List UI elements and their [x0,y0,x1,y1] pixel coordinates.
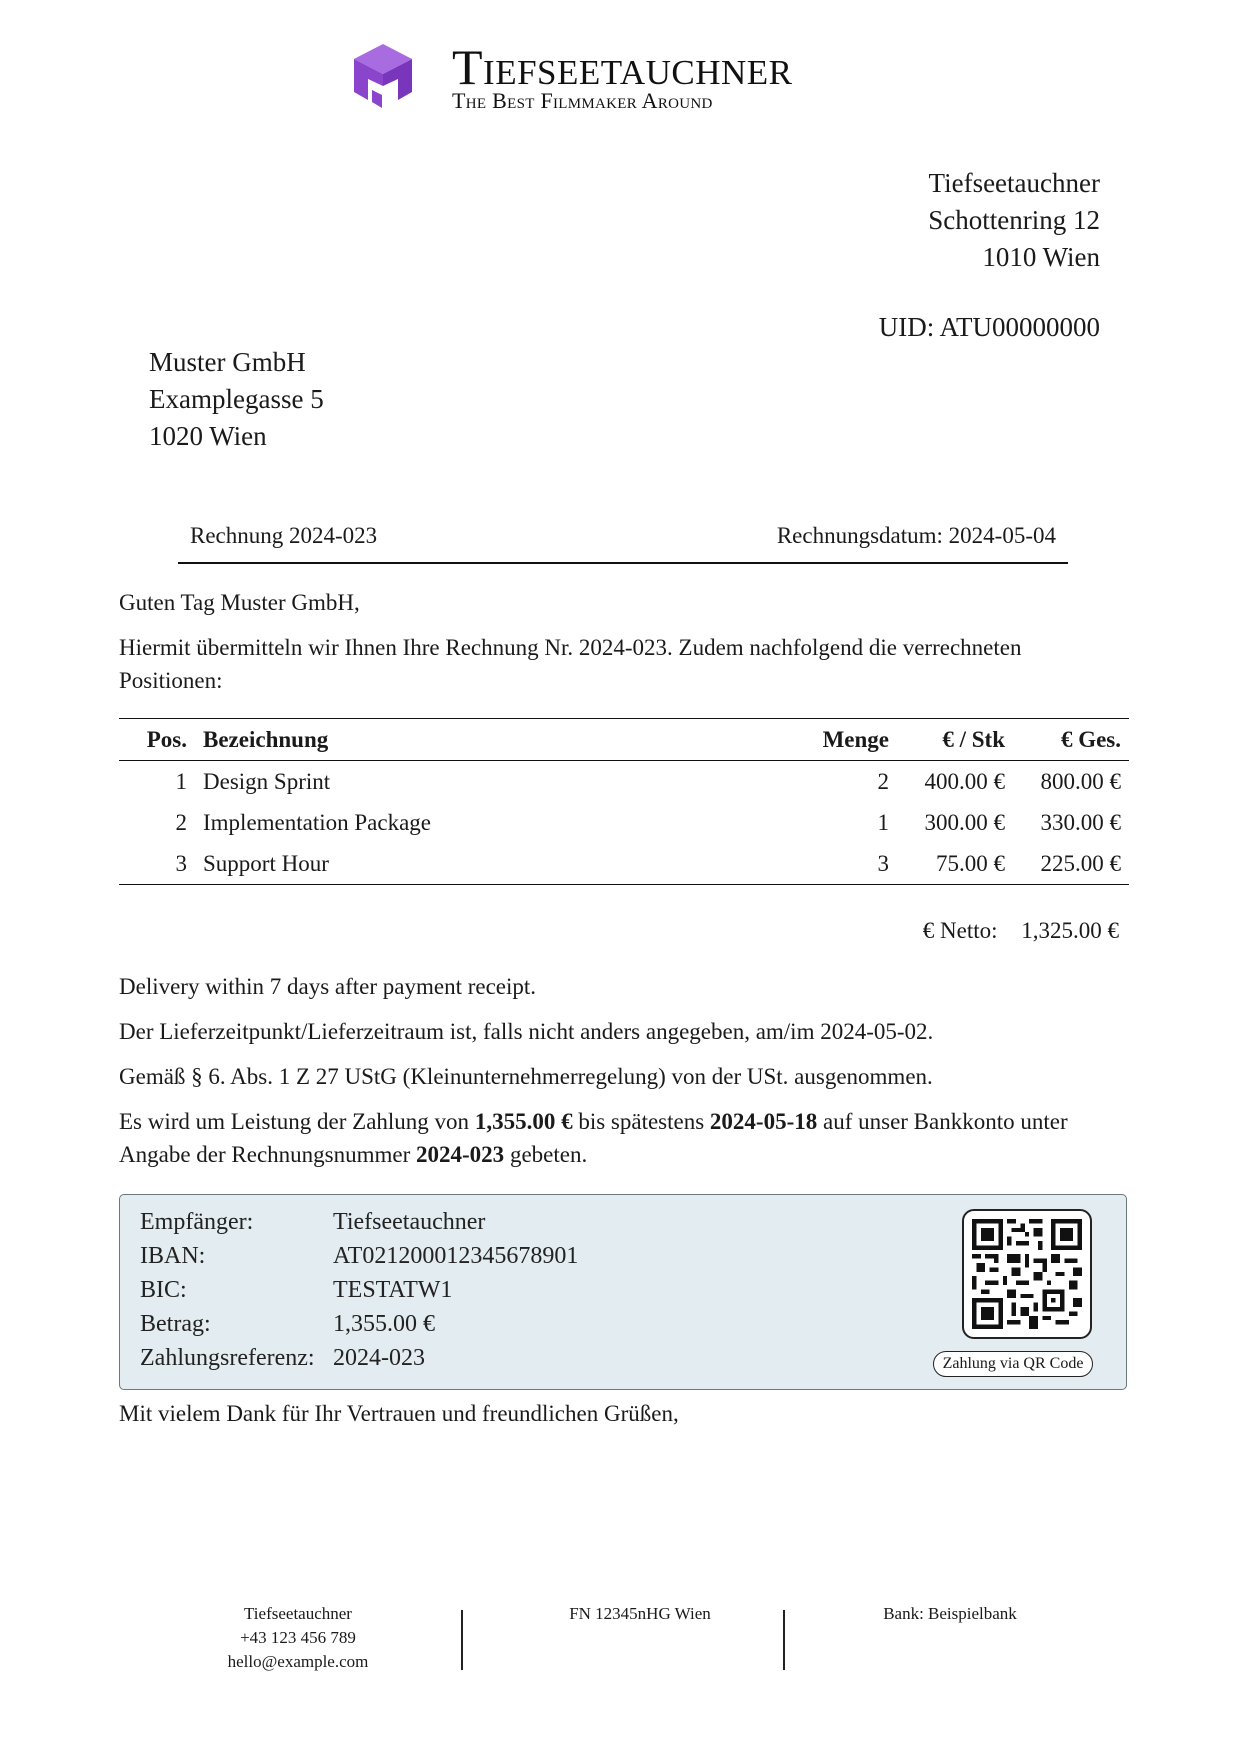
footer-bank-name: Bank: Beispielbank [883,1604,1017,1623]
qr-code-icon [972,1219,1082,1329]
label-recipient: Empfänger: [140,1209,254,1235]
recipient-city: 1020 Wien [149,421,267,451]
footer-email: hello@example.com [227,1652,369,1671]
payment-details-box [119,1194,1127,1390]
label-iban: IBAN: [140,1243,206,1269]
closing-text: Mit vielem Dank für Ihr Vertrauen und freundlichen Grüßen, [119,1401,679,1426]
footer-divider [461,1610,463,1670]
recipient-street: Examplegasse 5 [149,384,324,414]
header-pos: Pos. [119,719,195,761]
invoice-number: Rechnung 2024-023 [190,523,378,548]
row-total: 225.00 € [1013,843,1129,885]
row-desc: Support Hour [195,843,791,885]
table-row [119,802,1129,843]
netto-label: € Netto: [922,918,998,943]
table-row [119,761,1129,803]
footer-phone: +43 123 456 789 [240,1628,356,1647]
company-logo-icon [352,42,414,110]
row-total: 800.00 € [1040,768,1121,794]
value-amount: 1,355.00 € [333,1311,435,1337]
footer-registry [510,1602,770,1626]
greeting: Guten Tag Muster GmbH, [119,590,360,615]
row-pos: 1 [175,768,187,794]
netto-row [923,918,1119,944]
payment-text-pre: Es wird um Leistung der Zahlung von [119,1109,475,1134]
sender-uid: UID: ATU00000000 [878,312,1100,342]
value-iban: AT021200012345678901 [333,1243,579,1269]
footer-bank [840,1602,1060,1626]
intro-text: Hiermit übermitteln wir Ihnen Ihre Rechnung Nr. 2024-023. Zudem nachfolgend die verrechneten Positionen: [119,635,1022,693]
label-reference: Zahlungsreferenz: [140,1345,315,1371]
recipient-name: Muster GmbH [149,347,306,377]
header-total: € Ges. [1013,719,1129,761]
label-amount: Betrag: [140,1311,211,1337]
payment-text-post: gebeten. [504,1142,588,1167]
delivery-time-note: Der Lieferzeitpunkt/Lieferzeitraum ist, falls nicht anders angegeben, am/im 2024-05-02. [119,1019,934,1044]
payment-reference: 2024-023 [416,1142,505,1167]
payment-amount: 1,355.00 € [474,1109,573,1134]
footer-divider [783,1610,785,1670]
row-qty: 2 [877,768,889,794]
row-qty: 3 [791,843,897,885]
row-pos: 2 [175,809,187,835]
row-total: 330.00 € [1040,809,1121,835]
qr-code-frame [962,1209,1092,1339]
netto-value: 1,325.00 € [1021,918,1119,943]
payment-due-date: 2024-05-18 [709,1109,818,1134]
row-desc: Implementation Package [203,809,432,835]
header-desc: Bezeichnung [195,719,791,761]
qr-caption: Zahlung via QR Code [933,1351,1093,1377]
footer-fn: FN 12345nHG Wien [569,1604,711,1623]
tax-note: Gemäß § 6. Abs. 1 Z 27 UStG (Kleinunternehmerregelung) von der USt. ausgenommen. [119,1064,933,1089]
value-recipient: Tiefseetauchner [333,1209,486,1235]
invoice-date: Rechnungsdatum: 2024-05-04 [776,523,1056,548]
value-reference: 2024-023 [333,1345,425,1371]
row-desc: Design Sprint [203,768,331,794]
table-header-row [119,719,1129,761]
row-unit: 400.00 € [924,768,1005,794]
header-unit: € / Stk [897,719,1013,761]
sender-name: Tiefseetauchner [928,168,1100,198]
table-row [119,843,1129,885]
footer-contact [198,1602,398,1674]
header-qty: Menge [791,719,897,761]
sender-city: 1010 Wien [982,242,1100,272]
row-pos: 3 [119,843,195,885]
delivery-note: Delivery within 7 days after payment receipt. [119,974,537,999]
letterhead [352,38,912,118]
payment-text-mid2: auf unser Bankkonto unter Angabe der Rechnungsnummer [119,1109,1068,1167]
row-qty: 1 [877,809,889,835]
label-bic: BIC: [140,1277,187,1303]
footer-company: Tiefseetauchner [244,1604,352,1623]
row-unit: 300.00 € [924,809,1005,835]
invoice-header-bar [178,520,1068,564]
brand-name: Tiefseetauchner [452,39,793,95]
items-table [119,718,1129,885]
brand-tagline: The Best Filmmaker Around [452,88,713,113]
sender-street: Schottenring 12 [928,205,1100,235]
payment-request [119,1105,1129,1171]
value-bic: TESTATW1 [333,1277,453,1303]
payment-text-mid: bis spätestens [572,1109,710,1134]
row-unit: 75.00 € [897,843,1013,885]
